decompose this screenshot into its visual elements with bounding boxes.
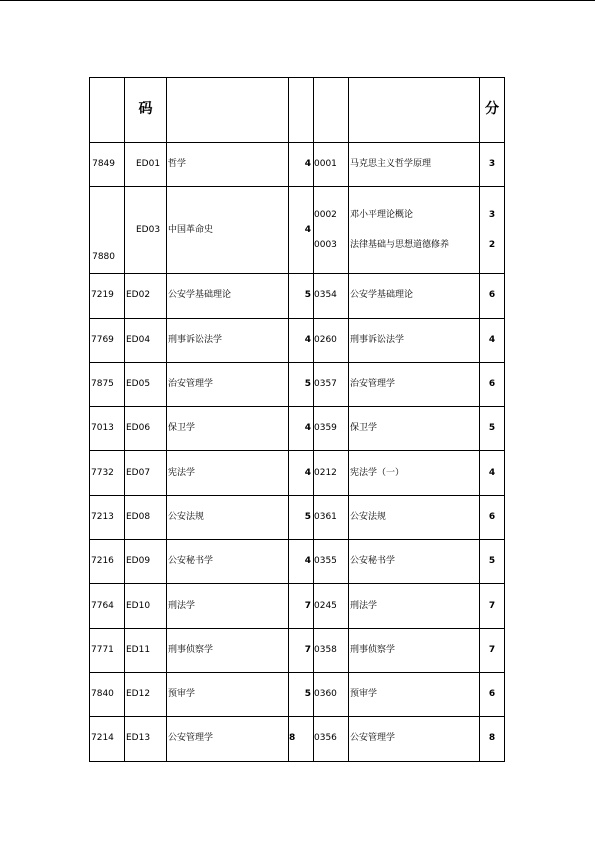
sub-course-cell: 治安管理学: [349, 362, 480, 406]
credit-cell: 5: [289, 362, 314, 406]
header-cell-7: [480, 78, 505, 143]
old-code-cell: 7875: [90, 362, 125, 406]
new-code-cell: ED01: [125, 143, 167, 187]
sub-course-cell: 公安秘书学: [349, 540, 480, 584]
credit-cell: 7: [289, 584, 314, 628]
header-cell-3: [167, 78, 289, 143]
credit-cell: 4: [289, 407, 314, 451]
sub-credit-cell: 4: [480, 318, 505, 362]
sub-code-cell: 0358: [314, 628, 349, 672]
sub-code-b: 0003: [314, 239, 337, 250]
header-credit-label: 分: [485, 100, 499, 117]
new-code-cell: ED09: [125, 540, 167, 584]
sub-credit-cell: 3: [480, 143, 505, 187]
sub-course-cell: 公安管理学: [349, 717, 480, 761]
credit-cell: 5: [289, 274, 314, 318]
table-row: [90, 495, 505, 539]
credit-cell: 5: [289, 672, 314, 716]
sub-code-cell: 0260: [314, 318, 349, 362]
course-cell: 公安秘书学: [167, 540, 289, 584]
sub-code-a: 0002: [314, 209, 337, 220]
course-cell: 保卫学: [167, 407, 289, 451]
table-row-special: [90, 187, 505, 274]
sub-credit-a: 3: [488, 209, 496, 220]
course-table: [89, 77, 505, 762]
sub-code-cell: 0355: [314, 540, 349, 584]
sub-course-cell: 预审学: [349, 672, 480, 716]
sub-code-cell: [314, 187, 349, 274]
table-row: [90, 274, 505, 318]
new-code-cell: ED04: [125, 318, 167, 362]
credit-cell: 5: [289, 495, 314, 539]
sub-course-cell: 公安学基础理论: [349, 274, 480, 318]
credit-cell: 4: [289, 451, 314, 495]
sub-course-cell: 保卫学: [349, 407, 480, 451]
top-border-line: [0, 0, 595, 1]
sub-code-cell: 0357: [314, 362, 349, 406]
header-cell-2: [125, 78, 167, 143]
old-code-cell: 7764: [90, 584, 125, 628]
sub-code-cell: 0245: [314, 584, 349, 628]
header-cell-5: [314, 78, 349, 143]
table-row: [90, 628, 505, 672]
table-row: [90, 407, 505, 451]
course-cell: 宪法学: [167, 451, 289, 495]
table-row: [90, 143, 505, 187]
header-code-label: 码: [138, 100, 153, 117]
sub-course-cell: 刑事诉讼法学: [349, 318, 480, 362]
new-code-cell: ED06: [125, 407, 167, 451]
old-code-cell: 7216: [90, 540, 125, 584]
sub-code-cell: 0001: [314, 143, 349, 187]
course-cell: 公安法规: [167, 495, 289, 539]
sub-credit-cell: 5: [480, 540, 505, 584]
sub-code-cell: 0359: [314, 407, 349, 451]
table-header-row: [90, 78, 505, 143]
sub-course-cell: 马克思主义哲学原理: [349, 143, 480, 187]
old-code-cell: 7213: [90, 495, 125, 539]
credit-cell: 4: [289, 187, 314, 274]
old-code-cell: 7013: [90, 407, 125, 451]
old-code-cell: 7840: [90, 672, 125, 716]
sub-code-cell: 0361: [314, 495, 349, 539]
sub-course-cell: 公安法规: [349, 495, 480, 539]
course-cell: 哲学: [167, 143, 289, 187]
table-row: [90, 362, 505, 406]
sub-credit-cell: 6: [480, 362, 505, 406]
old-code-cell: 7849: [90, 143, 125, 187]
course-cell: 刑法学: [167, 584, 289, 628]
table-row: [90, 584, 505, 628]
sub-credit-cell: 4: [480, 451, 505, 495]
old-code-cell: 7214: [90, 717, 125, 761]
sub-code-cell: 0212: [314, 451, 349, 495]
new-code-cell: ED12: [125, 672, 167, 716]
credit-cell: 4: [289, 143, 314, 187]
sub-credit-cell: 6: [480, 672, 505, 716]
sub-course-a: 邓小平理论概论: [350, 209, 414, 220]
table-row: [90, 540, 505, 584]
course-cell: 治安管理学: [167, 362, 289, 406]
old-code-cell: 7880: [90, 187, 125, 274]
sub-course-cell: 刑事侦察学: [349, 628, 480, 672]
credit-cell: 7: [289, 628, 314, 672]
course-cell: 刑事诉讼法学: [167, 318, 289, 362]
course-cell: 公安学基础理论: [167, 274, 289, 318]
credit-cell: 4: [289, 318, 314, 362]
sub-credit-cell: [480, 187, 505, 274]
sub-code-cell: 0356: [314, 717, 349, 761]
new-code-cell: ED10: [125, 584, 167, 628]
sub-credit-b: 2: [488, 239, 496, 250]
table-row: [90, 672, 505, 716]
new-code-cell: ED03: [125, 187, 167, 274]
table-row: [90, 717, 505, 761]
sub-code-cell: 0354: [314, 274, 349, 318]
sub-credit-cell: 6: [480, 495, 505, 539]
table-row: [90, 451, 505, 495]
course-cell: 公安管理学: [167, 717, 289, 761]
old-code-cell: 7769: [90, 318, 125, 362]
sub-code-cell: 0360: [314, 672, 349, 716]
credit-cell: 8: [289, 717, 314, 761]
new-code-cell: ED11: [125, 628, 167, 672]
header-cell-4: [289, 78, 314, 143]
sub-credit-cell: 8: [480, 717, 505, 761]
sub-credit-cell: 7: [480, 628, 505, 672]
course-cell: 中国革命史: [167, 187, 289, 274]
table-row: [90, 318, 505, 362]
sub-course-cell: 刑法学: [349, 584, 480, 628]
course-cell: 预审学: [167, 672, 289, 716]
new-code-cell: ED07: [125, 451, 167, 495]
new-code-cell: ED08: [125, 495, 167, 539]
new-code-cell: ED13: [125, 717, 167, 761]
sub-course-cell: 宪法学（一）: [349, 451, 480, 495]
sub-credit-cell: 6: [480, 274, 505, 318]
old-code-cell: 7732: [90, 451, 125, 495]
credit-cell: 4: [289, 540, 314, 584]
new-code-cell: ED05: [125, 362, 167, 406]
sub-course-cell: [349, 187, 480, 274]
sub-credit-cell: 5: [480, 407, 505, 451]
old-code-cell: 7219: [90, 274, 125, 318]
sub-course-b: 法律基础与思想道德修养: [350, 239, 450, 250]
new-code-cell: ED02: [125, 274, 167, 318]
course-cell: 刑事侦察学: [167, 628, 289, 672]
sub-credit-cell: 7: [480, 584, 505, 628]
old-code-cell: 7771: [90, 628, 125, 672]
header-cell-6: [349, 78, 480, 143]
header-cell-1: [90, 78, 125, 143]
